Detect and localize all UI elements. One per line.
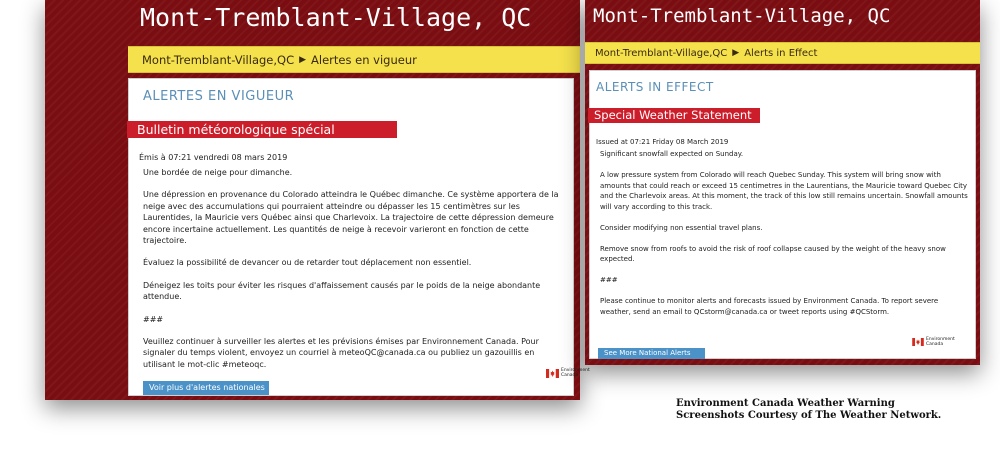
alert-paragraph: Consider modifying non essential travel plans. xyxy=(600,223,763,232)
alert-paragraph: Remove snow from roofs to avoid the risk of roof collapse caused by the weight of the heavy snow expected. xyxy=(600,244,946,263)
caption-line-1: Environment Canada Weather Warning xyxy=(676,398,895,409)
statement-title: Special Weather Statement xyxy=(588,108,760,123)
alert-paragraph: Une bordée de neige pour dimanche. xyxy=(143,168,293,177)
alert-paragraph: Significant snowfall expected on Sunday. xyxy=(600,150,744,158)
caption-line-2: Screenshots Courtesy of The Weather Network. xyxy=(676,410,942,421)
more-national-alerts-button[interactable]: Voir plus d'alertes nationales xyxy=(143,381,269,395)
issued-timestamp: Issued at 07:21 Friday 08 March 2019 xyxy=(596,138,729,146)
alert-paragraph: Déneigez les toits pour éviter les risques d'affaissement causés par le poids de la neige abondante attendue. xyxy=(143,280,541,302)
alert-paragraph: Évaluez la possibilité de devancer ou de retarder tout déplacement non essentiel. xyxy=(143,258,472,268)
canada-flag-icon xyxy=(912,338,924,346)
statement-title: Bulletin météorologique spécial xyxy=(127,121,397,138)
location-title: Mont-Tremblant-Village, QC xyxy=(140,3,532,32)
breadcrumb xyxy=(585,42,980,64)
breadcrumb xyxy=(128,46,580,73)
alert-paragraph: Veuillez continuer à surveiller les alertes et les prévisions émises par Environnement Canada. Pour signaler du temps violent, envoyez un courriel à meteoQC@canada.ca ou publiez un gazouillis en utilisant le mot-clic #meteoqc. xyxy=(143,337,539,369)
environment-canada-logo xyxy=(546,368,590,378)
breadcrumb-current-page: Alerts in Effect xyxy=(744,47,818,59)
alert-paragraph: A low pressure system from Colorado will reach Quebec Sunday. This system will bring snow with amounts that could reach or exceed 15 centimetres in the Laurentians, the Mauricie toward Quebec City and the Charlevoix areas. At this moment, the track of this low still remains uncertain. Snowfall amounts will vary according to this track. xyxy=(600,171,968,211)
breadcrumb-location-link[interactable]: Mont-Tremblant-Village,QC xyxy=(595,47,728,59)
logo-line-2: Canada xyxy=(926,342,944,347)
english-alert-panel xyxy=(585,0,980,365)
alert-card xyxy=(128,78,590,396)
alert-body xyxy=(143,167,563,381)
logo-line-1: Environment xyxy=(561,368,590,373)
alert-paragraph: ### xyxy=(143,314,164,324)
image-caption xyxy=(676,398,941,422)
breadcrumb-current-page: Alertes en vigueur xyxy=(311,52,417,67)
breadcrumb-arrow-icon: ▶ xyxy=(732,48,740,58)
environment-canada-logo xyxy=(912,337,955,347)
alert-body xyxy=(600,149,970,328)
location-title: Mont-Tremblant-Village, QC xyxy=(593,5,891,27)
more-national-alerts-button[interactable]: See More National Alerts xyxy=(598,348,705,359)
issued-timestamp: Émis à 07:21 vendredi 08 mars 2019 xyxy=(139,153,288,162)
breadcrumb-location-link[interactable]: Mont-Tremblant-Village,QC xyxy=(142,52,295,67)
canada-flag-icon xyxy=(546,369,559,378)
alert-paragraph: ### xyxy=(600,276,618,284)
logo-line-2: Canada xyxy=(561,373,579,378)
alert-paragraph: Please continue to monitor alerts and forecasts issued by Environment Canada. To report severe weather, send an email to QCstorm@canada.ca or tweet reports using #QCStorm. xyxy=(600,297,939,316)
alert-card xyxy=(589,70,976,359)
french-alert-panel xyxy=(45,0,590,400)
alerts-heading: ALERTES EN VIGUEUR xyxy=(143,89,295,104)
breadcrumb-arrow-icon: ▶ xyxy=(299,54,307,65)
alerts-heading: ALERTS IN EFFECT xyxy=(596,80,714,94)
logo-line-1: Environment xyxy=(926,337,955,342)
alert-paragraph: Une dépression en provenance du Colorado atteindra le Québec dimanche. Ce système apportera de la neige avec des accumulations qui pourraient atteindre ou dépasser les 15 centimètres sur les Laurentides, la Mauricie vers Québec ainsi que Charlevoix. La trajectoire de cette dépression demeure encore incertaine actuellement. Les quantités de neige à recevoir varieront en fonction de cette trajectoire. xyxy=(143,190,559,246)
